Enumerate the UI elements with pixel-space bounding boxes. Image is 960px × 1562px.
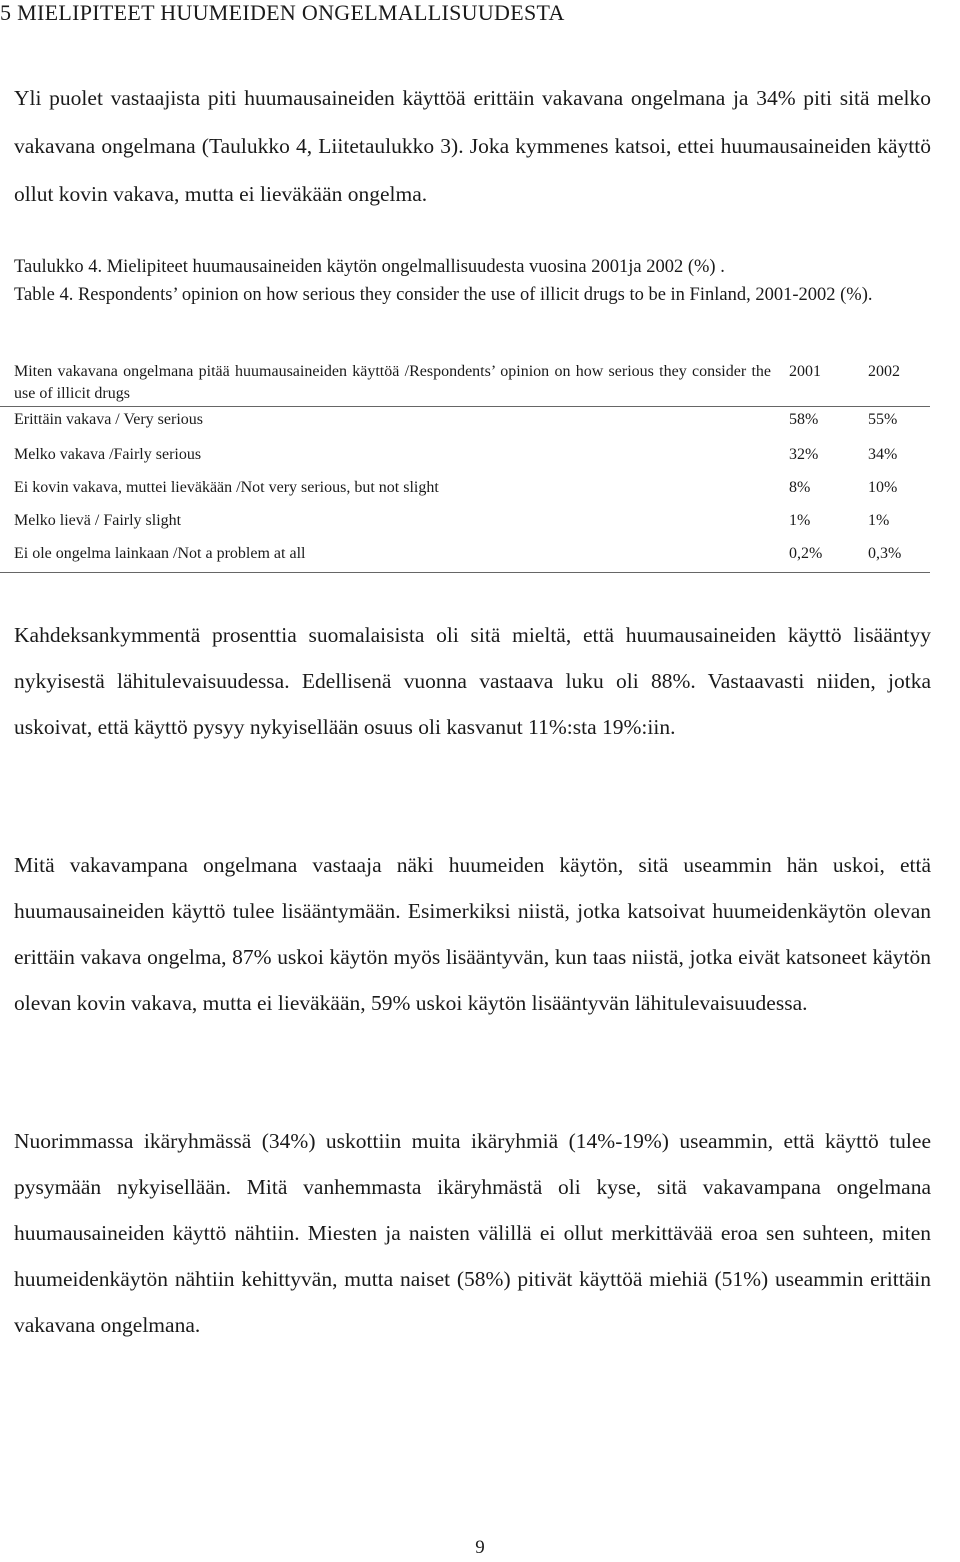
paragraph-seriousness: Mitä vakavampana ongelmana vastaaja näki huumeiden käytön, sitä useammin hän uskoi, että huumausaineiden käyttö tulee lisääntymään. Esimerkiksi niistä, jotka katsoivat huumeidenkäytön olevan erittäin vakava ongelma, 87% uskoi käytön myös lisääntyvän, kun taas niistä, jotka eivät katsoneet käytön olevan kovin vakava, mutta ei lieväkään, 59% uskoi käytön lisääntyvän lähitulevaisuudessa. — [14, 853, 931, 1015]
table-row — [0, 506, 930, 539]
paragraph-age-gender: Nuorimmassa ikäryhmässä (34%) uskottiin muita ikäryhmiä (14%-19%) useammin, että käyttö tulee pysymään nykyisellään. Mitä vanhemmasta ikäryhmästä oli kyse, sitä vakavampana ongelmana huumausaineiden käyttö nähtiin. Miesten ja naisten välillä ei ollut merkittävää eroa sen suhteen, miten huumeidenkäytön nähtiin kehittyvän, mutta naiset (58%) pitivät käyttöä miehiä (51%) useammin erittäin vakavana ongelmana. — [14, 1129, 931, 1337]
table-caption-finnish: Taulukko 4. Mielipiteet huumausaineiden käytön ongelmallisuudesta vuosina 2001ja 2002 (%) . — [14, 257, 725, 277]
page-number: 9 — [475, 1537, 485, 1558]
row-value-2002: 0,3% — [868, 539, 930, 573]
row-value-2001: 8% — [789, 478, 811, 496]
table-row — [0, 539, 930, 573]
table-header-row — [0, 360, 930, 407]
row-label: Erittäin vakava / Very serious — [14, 411, 203, 428]
table-row — [0, 407, 930, 440]
section-heading: 5 MIELIPITEET HUUMEIDEN ONGELMALLISUUDESTA — [0, 0, 565, 25]
intro-paragraph: Yli puolet vastaajista piti huumausaineiden käyttöä erittäin vakavana ongelmana ja 34% piti sitä melko vakavana ongelmana (Taulukko 4, Liitetaulukko 3). Joka kymmenes katsoi, ettei huumausaineiden käyttö ollut kovin vakava, mutta ei lieväkään ongelma. — [14, 86, 931, 206]
row-label: Ei ole ongelma lainkaan /Not a problem at all — [0, 539, 789, 573]
table-header-2002: 2002 — [868, 360, 930, 407]
table-header-2001: 2001 — [789, 360, 868, 407]
opinion-table — [0, 360, 930, 573]
row-value-2002: 1% — [868, 511, 890, 529]
row-value-2001: 1% — [789, 511, 811, 529]
row-label: Melko lievä / Fairly slight — [14, 511, 182, 529]
row-value-2002: 34% — [868, 445, 898, 463]
row-value-2001: 58% — [789, 411, 819, 428]
table-header-label: Miten vakavana ongelmana pitää huumausaineiden käyttöä /Respondents’ opinion on how serious they consider the use of illicit drugs — [0, 360, 789, 407]
paragraph-forecast: Kahdeksankymmentä prosenttia suomalaisista oli sitä mieltä, että huumausaineiden käyttö lisääntyy nykyisestä lähitulevaisuudessa. Edellisenä vuonna vastaava luku oli 88%. Vastaavasti niiden, jotka uskoivat, että käyttö pysyy nykyisellään osuus oli kasvanut 11%:sta 19%:iin. — [14, 623, 931, 739]
row-value-2001: 0,2% — [789, 539, 868, 573]
row-value-2002: 10% — [868, 478, 898, 496]
row-value-2001: 32% — [789, 445, 819, 463]
row-label: Ei kovin vakava, muttei lieväkään /Not very serious, but not slight — [14, 478, 439, 496]
table-row — [0, 473, 930, 506]
row-label: Melko vakava /Fairly serious — [14, 445, 202, 463]
row-value-2002: 55% — [868, 411, 898, 428]
table-caption-english: Table 4. Respondents’ opinion on how serious they consider the use of illicit drugs to be in Finland, 2001-2002 (%). — [14, 285, 873, 305]
table-row — [0, 440, 930, 473]
